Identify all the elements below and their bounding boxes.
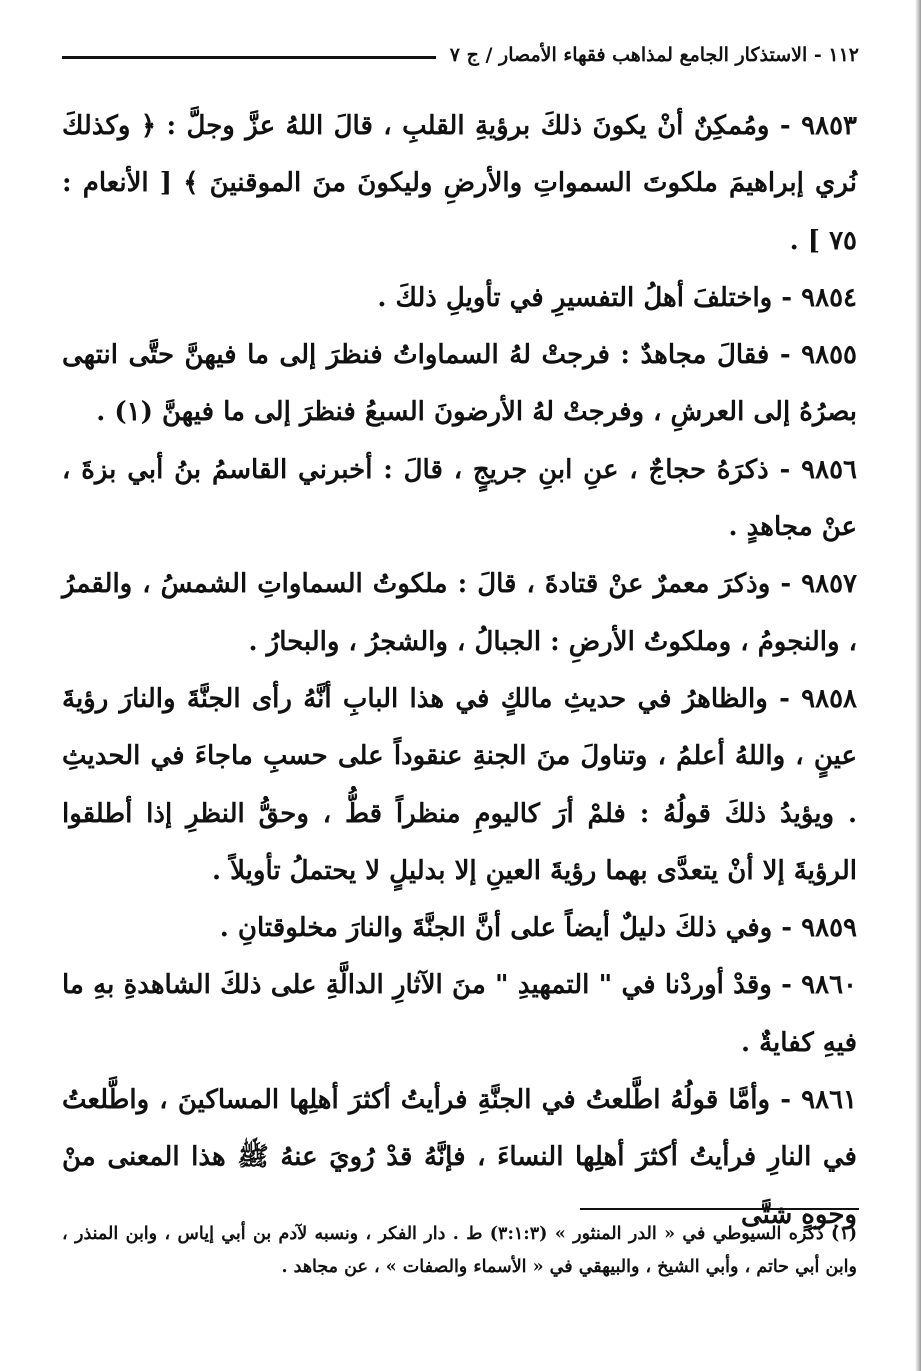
paragraph-9857: ٩٨٥٧ - وذكرَ معمرٌ عنْ قتادةَ ، قالَ : ملكوتُ السماواتِ الشمسُ ، والقمرُ ، والنجومُ ، وملكوتُ الأرضِ : الجبالُ ، والشجرُ ، والبحارُ . — [62, 569, 857, 657]
paragraph-9856: ٩٨٥٦ - ذكرَهُ حجاجٌ ، عنِ ابنِ جريجٍ ، قالَ : أخبرني القاسمُ بنُ أبي بزةَ ، عنْ مجاهدٍ . — [62, 454, 857, 543]
scan-edge-shadow — [915, 0, 921, 1371]
paragraph-9859: ٩٨٥٩ - وفي ذلكَ دليلٌ أيضاً على أنَّ الجنَّةَ والنارَ مخلوقتانِ . — [219, 913, 857, 944]
paragraph-9861: ٩٨٦١ - وأمَّا قولُهُ اطَّلعتُ في الجنَّةِ فرأيتُ أكثرَ أهلِها المساكينَ ، واطَّلعتُ في النارِ فرأيتُ أكثرَ أهلِها النساءَ ، فإنَّهُ قدْ رُويَ عنهُ ﷺ هذا المعنى منْ وجوهٍ شتَّى — [62, 1085, 857, 1230]
paragraph-9854: ٩٨٥٤ - واختلفَ أهلُ التفسيرِ في تأويلِ ذلكَ . — [377, 282, 857, 313]
paragraph-9855: ٩٨٥٥ - فقالَ مجاهدٌ : فرجتْ لهُ السماواتُ فنظرَ إلى ما فيهنَّ حتَّى انتهى بصرُهُ إلى العرشِ ، وفرجتْ لهُ الأرضونَ السبعُ فنظرَ إلى ما فيهنَّ (١) . — [62, 340, 857, 428]
paragraph-9858: ٩٨٥٨ - والظاهرُ في حديثِ مالكٍ في هذا البابِ أنَّهُ رأى الجنَّةَ والنارَ رؤيةَ عينٍ ، واللهُ أعلمُ ، وتناولَ منَ الجنةِ عنقوداً على حسبِ ماجاءَ في الحديثِ . ويؤيدُ ذلكَ قولُهُ : فلمْ أرَ كاليومِ منظراً قطُّ ، وحقُّ النظرِ إذا أطلقوا الرؤيةَ إلا أنْ يتعدَّى بهما رؤيةَ العينِ إلا بدليلٍ لا يحتملُ تأويلاً . — [62, 683, 857, 886]
footnote: (١) ذكره السيوطي في « الدر المنثور » (٣:١:٣) ط . دار الفكر ، ونسبه لآدم بن أبي إياس ، وابن المنذر ، وابن أبي حاتم ، وأبي الشيخ ، والبيهقي في « الأسماء والصفات » ، عن مجاهد . — [62, 1224, 857, 1277]
main-text — [62, 98, 857, 1244]
paragraph-9853: ٩٨٥٣ - ومُمكِنٌ أنْ يكونَ ذلكَ برؤيةِ القلبِ ، قالَ اللهُ عزَّ وجلَّ : ﴿ وكذلكَ نُري إبراهيمَ ملكوتَ السمواتِ والأرضِ وليكونَ منَ الموقنينَ ﴾ [ الأنعام : ٧٥ ] . — [62, 111, 857, 256]
paragraph-9860: ٩٨٦٠ - وقدْ أوردْنا في " التمهيدِ " منَ الآثارِ الدالَّةِ على ذلكَ الشاهدةِ بهِ ما فيهِ كفايةٌ . — [62, 970, 857, 1058]
header-rule — [62, 56, 436, 59]
footnote-separator — [580, 1208, 859, 1210]
header-title: ١١٢ - الاستذكار الجامع لمذاهب فقهاء الأمصار / ج ٧ — [449, 44, 859, 66]
running-header — [62, 44, 859, 66]
